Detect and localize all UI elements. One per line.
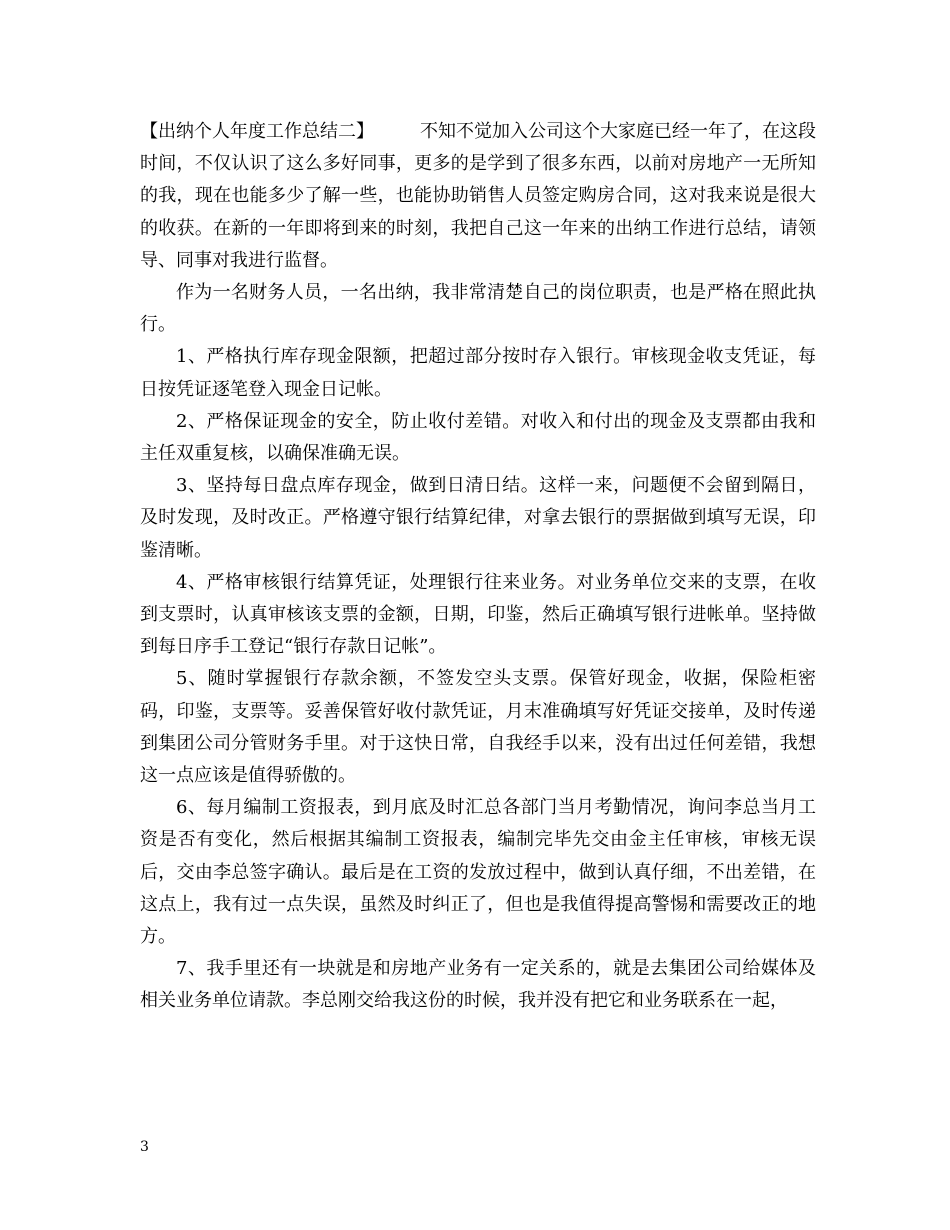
paragraph-text: 不知不觉加入公司这个大家庭已经一年了，在这段时间，不仅认识了这么多好同事，更多的是学到了很多东西，以前对房地产一无所知的我，现在也能多少了解一些，也能协助销售人员签定购房合同，这对我来说是很大的收获。在新的一年即将到来的时刻，我把自己这一年来的出纳工作进行总结，请领导、同事对我进行监督。 <box>140 121 816 271</box>
paragraph: 2、严格保证现金的安全，防止收付差错。对收入和付出的现金及支票都由我和主任双重复核，以确保准确无误。 <box>140 410 816 465</box>
paragraph: 1、严格执行库存现金限额，把超过部分按时存入银行。审核现金收支凭证，每日按凭证逐笔登入现金日记帐。 <box>140 346 816 400</box>
intro-paragraph <box>140 116 816 277</box>
paragraph: 3、坚持每日盘点库存现金，做到日清日结。这样一来，问题便不会留到隔日，及时发现，及时改正。严格遵守银行结算纪律，对拿去银行的票据做到填写无误，印鉴清晰。 <box>140 475 816 561</box>
paragraph: 4、严格审核银行结算凭证，处理银行往来业务。对业务单位交来的支票，在收到支票时，认真审核该支票的金额，日期，印鉴，然后正确填写银行进帐单。坚持做到每日序手工登记“银行存款日记帐”。 <box>140 571 816 658</box>
paragraph: 6、每月编制工资报表，到月底及时汇总各部门当月考勤情况，询问李总当月工资是否有变化，然后根据其编制工资报表，编制完毕先交由金主任审核，审核无误后，交由李总签字确认。最后是在工资的发放过程中，做到认真仔细，不出差错，在这点上，我有过一点失误，虽然及时纠正了，但也是我值得提高警惕和需要改正的地方。 <box>140 797 816 948</box>
document-heading: 【出纳个人年度工作总结二】 <box>140 121 374 142</box>
paragraph: 作为一名财务人员，一名出纳，我非常清楚自己的岗位职责，也是严格在照此执行。 <box>140 282 816 336</box>
page-number: 3 <box>140 1139 149 1155</box>
paragraph: 5、随时掌握银行存款余额，不签发空头支票。保管好现金，收据，保险柜密码，印鉴，支票等。妥善保管好收付款凭证，月末准确填写好凭证交接单，及时传递到集团公司分管财务手里。对于这快日常，自我经手以来，没有出过任何差错，我想这一点应该是值得骄傲的。 <box>140 668 816 787</box>
paragraph: 7、我手里还有一块就是和房地产业务有一定关系的，就是去集团公司给媒体及相关业务单位请款。李总刚交给我这份的时候，我并没有把它和业务联系在一起， <box>140 958 816 1012</box>
document-body <box>140 116 816 1018</box>
